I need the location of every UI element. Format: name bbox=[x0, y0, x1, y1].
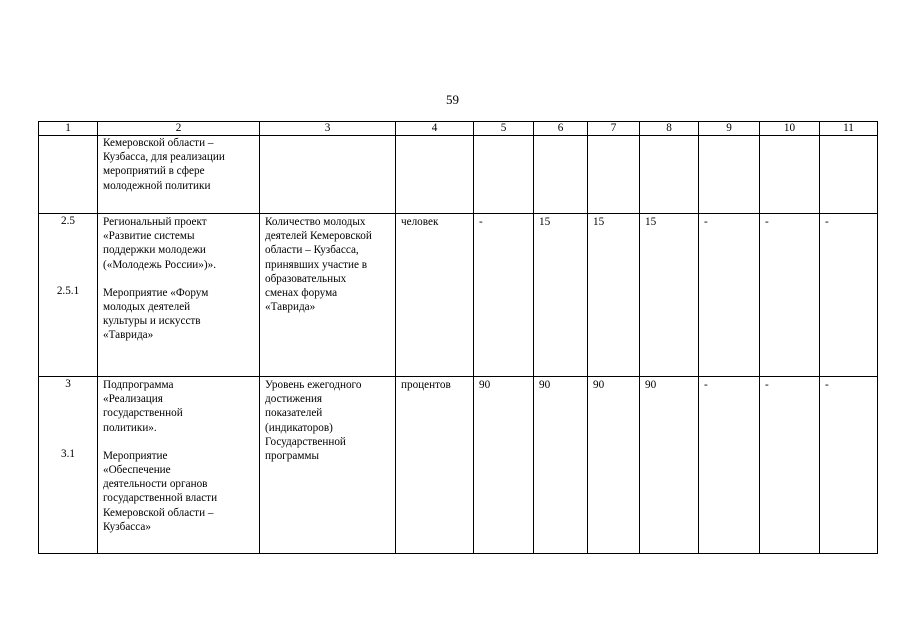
indicator-table bbox=[38, 121, 878, 554]
row-name-cell bbox=[98, 136, 260, 214]
value-cell-10: - bbox=[760, 377, 820, 554]
row-name-text: Кемеровской области – Кузбасса, для реализации мероприятий в сфере молодежной политики bbox=[103, 137, 225, 192]
row-number: 3 bbox=[65, 378, 71, 390]
row-indicator-cell bbox=[260, 214, 396, 377]
header-cell-4: 4 bbox=[396, 122, 474, 136]
row-name-text: Региональный проект «Развитие системы поддержки молодежи («Молодежь России»)». bbox=[103, 216, 217, 271]
value-cell-10: - bbox=[760, 214, 820, 377]
value-cell-5: - bbox=[474, 214, 534, 377]
value-cell-7: 15 bbox=[588, 214, 640, 377]
header-cell-6: 6 bbox=[534, 122, 588, 136]
value-cell-9: - bbox=[699, 377, 760, 554]
row-indicator-cell bbox=[260, 136, 396, 214]
value-cell-5 bbox=[474, 136, 534, 214]
row-number-cell bbox=[39, 214, 98, 377]
row-name-text: Подпрограмма «Реализация государственной политики». bbox=[103, 379, 183, 434]
value-cell-6: 15 bbox=[534, 214, 588, 377]
row-unit-cell: человек bbox=[396, 214, 474, 377]
value-cell-11: - bbox=[820, 377, 878, 554]
row-name-cell bbox=[98, 377, 260, 554]
header-cell-8: 8 bbox=[640, 122, 699, 136]
value-cell-11 bbox=[820, 136, 878, 214]
row-subnumber: 2.5.1 bbox=[56, 285, 80, 298]
table-row bbox=[39, 136, 878, 214]
row-name-cell bbox=[98, 214, 260, 377]
header-cell-11: 11 bbox=[820, 122, 878, 136]
value-cell-8: 90 bbox=[640, 377, 699, 554]
header-cell-5: 5 bbox=[474, 122, 534, 136]
row-unit-cell bbox=[396, 136, 474, 214]
value-cell-6 bbox=[534, 136, 588, 214]
row-subnumber: 3.1 bbox=[61, 448, 75, 461]
row-number-cell bbox=[39, 136, 98, 214]
header-cell-7: 7 bbox=[588, 122, 640, 136]
row-unit-cell: процентов bbox=[396, 377, 474, 554]
value-cell-8: 15 bbox=[640, 214, 699, 377]
header-cell-1: 1 bbox=[39, 122, 98, 136]
table-row bbox=[39, 377, 878, 554]
value-cell-9 bbox=[699, 136, 760, 214]
table-row bbox=[39, 214, 878, 377]
value-cell-9: - bbox=[699, 214, 760, 377]
row-number-cell bbox=[39, 377, 98, 554]
page-number: 59 bbox=[446, 92, 459, 107]
value-cell-6: 90 bbox=[534, 377, 588, 554]
row-indicator-text: Уровень ежегодного достижения показателей (индикаторов) Государственной программы bbox=[265, 379, 362, 463]
value-cell-7: 90 bbox=[588, 377, 640, 554]
header-cell-2: 2 bbox=[98, 122, 260, 136]
value-cell-8 bbox=[640, 136, 699, 214]
header-cell-9: 9 bbox=[699, 122, 760, 136]
value-cell-11: - bbox=[820, 214, 878, 377]
value-cell-5: 90 bbox=[474, 377, 534, 554]
value-cell-10 bbox=[760, 136, 820, 214]
row-indicator-text: Количество молодых деятелей Кемеровской области – Кузбасса, принявших участие в образовательных сменах форума «Таврида» bbox=[265, 216, 372, 314]
value-cell-7 bbox=[588, 136, 640, 214]
row-indicator-cell bbox=[260, 377, 396, 554]
table-header-row bbox=[39, 122, 878, 136]
row-number: 2.5 bbox=[61, 215, 75, 227]
header-cell-10: 10 bbox=[760, 122, 820, 136]
row-subname-text: Мероприятие «Форум молодых деятелей культуры и искусств «Таврида» bbox=[103, 286, 209, 342]
header-cell-3: 3 bbox=[260, 122, 396, 136]
row-subname-text: Мероприятие «Обеспечение деятельности органов государственной власти Кемеровской области – Кузбасса» bbox=[103, 449, 218, 533]
